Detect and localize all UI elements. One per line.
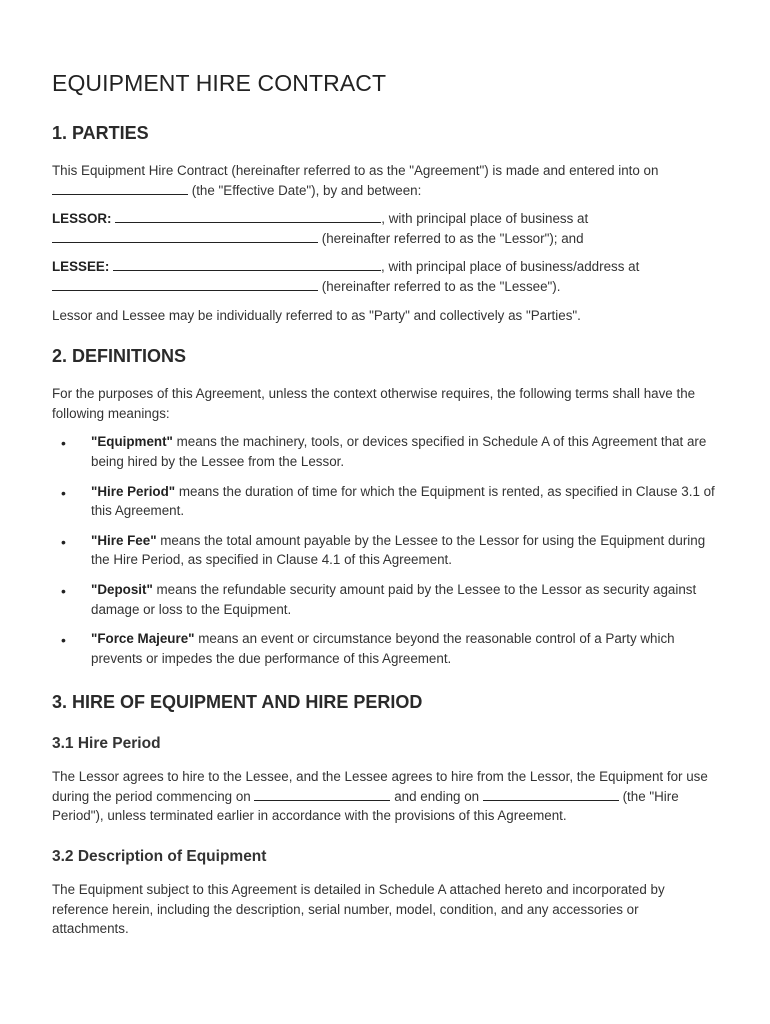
lessor-name-blank[interactable] [115, 210, 381, 223]
definition-term: "Hire Fee" [91, 532, 157, 548]
section-hire [52, 692, 718, 939]
definition-term: "Equipment" [91, 434, 173, 450]
bullet-icon: • [61, 484, 66, 501]
subsection-heading: 3.2 Description of Equipment [52, 848, 267, 866]
bullet-icon: • [61, 582, 66, 599]
section-heading: 2. DEFINITIONS [52, 346, 187, 367]
hire-text-a: The Lessor agrees to hire to the Lessee, and the Lessee agrees to hire from the Lessor, the Equipment for use during the period commencing on [52, 769, 708, 804]
hire-text-c: (the "Hire Period"), unless terminated earlier in accordance with the provisions of this Agreement. [52, 788, 679, 824]
bullet-icon: • [61, 632, 66, 649]
bullet-icon: • [61, 533, 66, 550]
hire-text-b: and ending on [394, 788, 480, 804]
list-item [52, 629, 718, 668]
definition-text: means an event or circumstance beyond the reasonable control of a Party which prevents or impedes the due performance of this Agreement. [91, 631, 675, 666]
lessor-text-b: (hereinafter referred to as the "Lessor"); and [321, 230, 584, 246]
document-title: EQUIPMENT HIRE CONTRACT [52, 70, 387, 96]
effective-date-blank[interactable] [52, 182, 188, 195]
definition-text: means the machinery, tools, or devices specified in Schedule A of this Agreement that are being hired by the Lessee from the Lessor. [91, 434, 707, 469]
start-date-blank[interactable] [254, 788, 390, 801]
lessor-label: LESSOR: [52, 211, 112, 227]
subsection-heading: 3.1 Hire Period [52, 735, 161, 753]
definition-text: means the duration of time for which the Equipment is rented, as specified in Clause 3.1 of this Agreement. [91, 483, 715, 519]
list-item [52, 432, 718, 471]
section-heading: 1. PARTIES [52, 123, 149, 143]
intro-text-a: This Equipment Hire Contract (hereinafter referred to as the "Agreement") is made and entered into on [52, 163, 659, 178]
section-definitions [52, 346, 718, 668]
lessee-text-b: (hereinafter referred to as the "Lessee"). [321, 278, 561, 294]
parties-closing: Lessor and Lessee may be individually referred to as "Party" and collectively as "Parties". [52, 307, 581, 323]
bullet-icon: • [61, 435, 66, 452]
end-date-blank[interactable] [483, 788, 619, 801]
lessee-address-blank[interactable] [52, 278, 318, 291]
lessee-paragraph [52, 257, 718, 296]
equipment-description-paragraph: The Equipment subject to this Agreement is detailed in Schedule A attached hereto and incorporated by reference herein, including the description, serial number, model, condition, and any accessories or attachments. [52, 882, 665, 937]
lessor-text-a: , with principal place of business at [381, 211, 589, 227]
hire-period-paragraph [52, 767, 718, 826]
definition-text: means the refundable security amount paid by the Lessee to the Lessor as security against damage or loss to the Equipment. [91, 581, 697, 617]
lessee-label: LESSEE: [52, 259, 110, 275]
definition-term: "Force Majeure" [91, 631, 195, 647]
definition-term: "Deposit" [91, 581, 153, 597]
definitions-list [52, 432, 718, 668]
section-parties [52, 123, 718, 325]
definition-text: means the total amount payable by the Lessee to the Lessor for using the Equipment during the Hire Period, as specified in Clause 4.1 of this Agreement. [91, 532, 706, 568]
lessee-name-blank[interactable] [113, 258, 381, 271]
lessor-address-blank[interactable] [52, 230, 318, 243]
list-item [52, 482, 718, 521]
list-item [52, 531, 718, 570]
intro-text-b: (the "Effective Date"), by and between: [191, 182, 422, 198]
lessor-paragraph [52, 209, 718, 248]
definitions-intro: For the purposes of this Agreement, unless the context otherwise requires, the following terms shall have the following meanings: [52, 386, 696, 421]
lessee-text-a: , with principal place of business/address at [381, 259, 640, 275]
section-heading: 3. HIRE OF EQUIPMENT AND HIRE PERIOD [52, 692, 423, 713]
definition-term: "Hire Period" [91, 483, 176, 499]
parties-intro [52, 161, 718, 200]
list-item [52, 580, 718, 619]
